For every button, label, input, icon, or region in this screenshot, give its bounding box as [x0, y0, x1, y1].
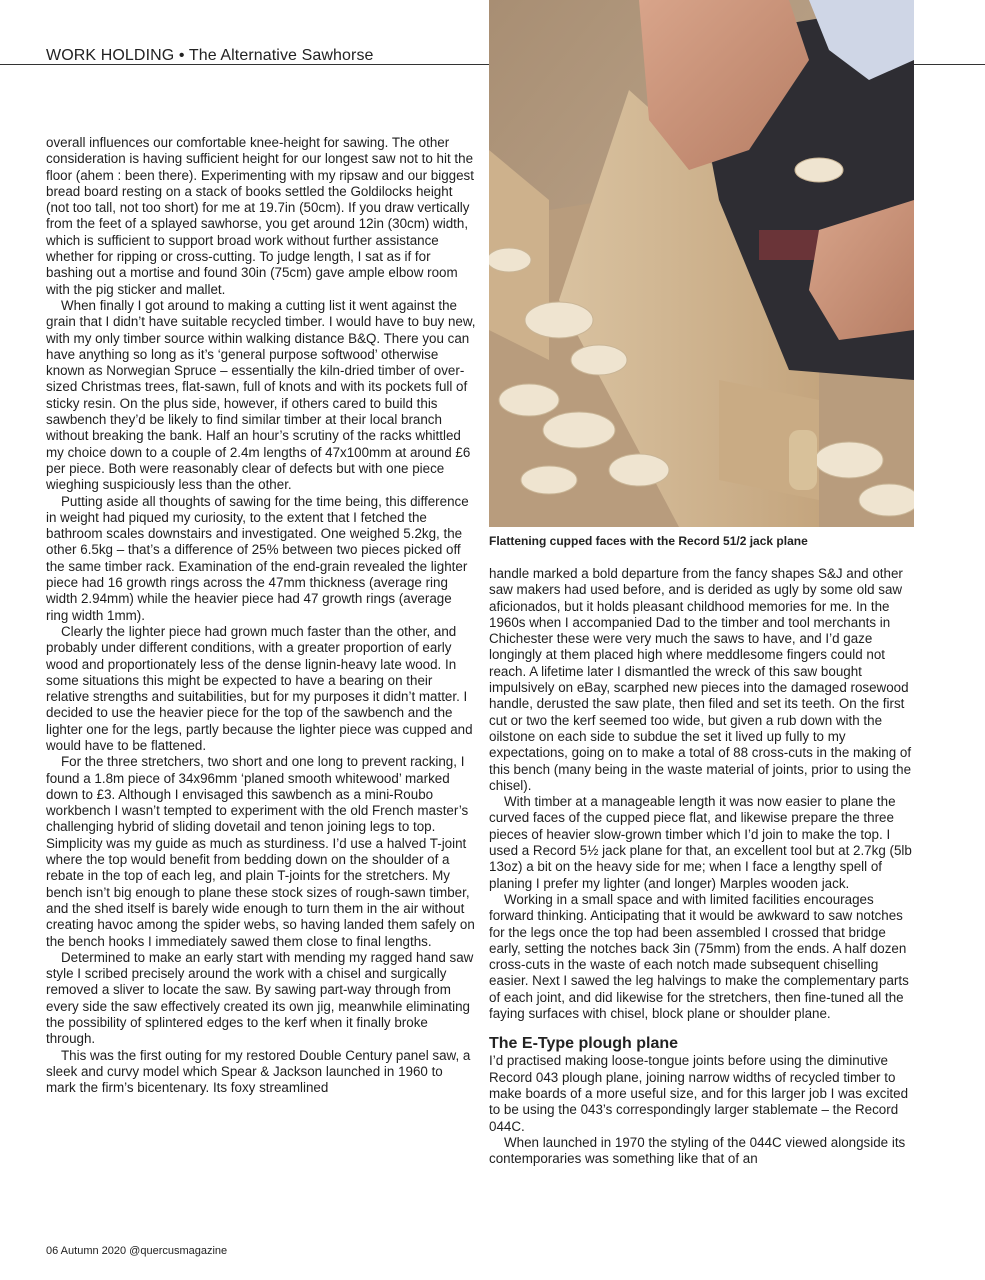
- body-paragraph: With timber at a manageable length it was now easier to plane the curved faces of the cupped piece flat, and likewise prepare the three pieces of heavier slow-grown timber which I’d join to make the top. I used a Record 5½ jack plane for that, an excellent tool but at 2.7kg (5lb 13oz) a bit on the heavy side for me; when I face a lengthy spell of planing I prefer my lighter (and longer) Marples wooden jack.: [489, 794, 912, 891]
- body-paragraph: handle marked a bold departure from the fancy shapes S&J and other saw makers had used before, and is derided as ugly by some old saw aficionados, but it holds pleasant childhood memories for me. In the 1960s when I accompanied Dad to the timber and tool merchants in Chichester these were very much the saws to have, and I’d gaze longingly at them placed high where meddlesome fingers could not reach. A lifetime later I dismantled the wreck of this saw bought impulsively on eBay, scarphed new pieces into the damaged rosewood handle, derusted the saw plate, then filed and set its teeth. On the first cut or two the kerf seemed too wide, but given a rub down with the oilstone on each side to subdue the set it lived up fully to my expectations, going on to make a total of 88 cross-cuts in the making of this bench (many being in the waste material of joints, prior to using the chisel).: [489, 566, 912, 793]
- page-footer: 06 Autumn 2020 @quercusmagazine: [46, 1245, 228, 1257]
- body-paragraph: I’d practised making loose-tongue joints before using the diminutive Record 043 plough plane, joining narrow widths of recycled timber to make boards of a more useful size, and for this larger job I was excited to be using the 043’s correspondingly larger stablemate – the Record 044C.: [489, 1053, 909, 1134]
- body-paragraph: Determined to make an early start with mending my ragged hand saw style I scribed precisely around the work with a chisel and surgically removed a sliver to locate the saw. By sawing part-way through from every side the saw effectively created its own jig, meanwhile eliminating the possibility of splintered edges to the kerf when it finally broke through.: [46, 949, 474, 1047]
- body-paragraph: Clearly the lighter piece had grown much faster than the other, and probably under different conditions, with a greater proportion of early wood and proportionately less of the dense lignin-heavy late wood. In some situations this might be expected to have a bearing on their relative strengths and suitabilities, but for my purposes it didn’t matter. I decided to use the heavier piece for the top of the sawbench and the lighter one for the legs, partly because the lighter piece was cupped and would have to be flattened.: [46, 623, 473, 753]
- article-column-right: [489, 566, 919, 1167]
- body-paragraph: Putting aside all thoughts of sawing for the time being, this difference in weight had piqued my curiosity, to the extent that I fetched the bathroom scales downstairs and investigated. One weighed 5.2kg, the other 6.5kg – that’s a difference of 25% between two pieces picked off the same timber rack. Examination of the end-grain revealed the lighter piece had 16 growth rings across the 47mm thickness (average ring width 2.94mm) while the heavier piece had 47 growth rings (average ring width 1mm).: [46, 493, 469, 623]
- photo-jack-plane: [489, 0, 914, 527]
- article-column-left: [46, 135, 476, 1097]
- body-paragraph: When finally I got around to making a cutting list it went against the grain that I didn’t have suitable recycled timber. I would have to buy new, with my only timber source within walking distance B&Q. There you can have anything so long as it’s ‘general purpose softwood’ otherwise known as Norwegian Spruce – essentially the kiln-dried timber of over-sized Christmas trees, flat-sawn, full of knots and with its pockets full of sticky resin. On the plus side, however, if others cared to build this sawbench they’d be likely to find similar timber at their local branch without breaking the bank. Half an hour’s scrutiny of the racks whittled my choice down to a couple of 2.4m lengths of 47x100mm at around £6 per piece. Both were reasonably clear of defects but with one piece wieghing suspiciously less than the other.: [46, 297, 476, 493]
- photo-caption: Flattening cupped faces with the Record 51/2 jack plane: [489, 534, 808, 548]
- photo-illustration: [489, 0, 914, 527]
- body-paragraph: overall influences our comfortable knee-height for sawing. The other consideration is having sufficient height for our longest saw not to hit the floor (ahem : been there). Experimenting with my ripsaw and our biggest bread board resting on a stack of books settled the Goldilocks height (not too tall, not too short) for me at 19.7in (50cm). If you draw vertically from the feet of a splayed sawhorse, you get around 12in (30cm) width, which is sufficient to support broad work without further assistance whether for ripping or cross-cutting. To judge length, I sat as if for bashing out a mortise and found 30in (75cm) gave ample elbow room with the pig sticker and mallet.: [46, 135, 474, 297]
- body-paragraph: For the three stretchers, two short and one long to prevent racking, I found a 1.8m piece of 34x96mm ‘planed smooth whitewood’ marked down to £3. Although I envisaged this sawbench as a mini-Roubo workbench I wasn’t tempted to experiment with the old French master’s challenging hybrid of sliding dovetail and tenon joining legs to top. Simplicity was my guide as much as sturdiness. I’d use a halved T-joint where the top would benefit from bedding down on the shoulder of a rebate in the top of each leg, and plain T-joints for the stretchers. My bench isn’t big enough to plane these stock sizes of rough-sawn timber, and the shed itself is barely wide enough to turn them in the air without creating havoc among the spider webs, so having landed them safely on the bench hooks I immediately sawed them close to final lengths.: [46, 754, 475, 949]
- running-head: WORK HOLDING • The Alternative Sawhorse: [46, 47, 374, 64]
- body-paragraph: Working in a small space and with limited facilities encourages forward thinking. Anticipating that it would be awkward to saw notches for the legs once the top had been assembled I crossed that bridge early, setting the notches back 3in (75mm) from the ends. A half dozen cross-cuts in the waste of each notch made subsequent chiselling easier. Next I sawed the leg halvings to make the complementary parts of each joint, and did likewise for the stretchers, then fine-tuned all the faying surfaces with chisel, block plane or shoulder plane.: [489, 891, 909, 1022]
- header-rule: [914, 64, 985, 65]
- section-heading: The E-Type plough plane: [489, 1035, 679, 1053]
- body-paragraph: When launched in 1970 the styling of the 044C viewed alongside its contemporaries was something like that of an: [489, 1134, 906, 1167]
- body-paragraph: This was the first outing for my restored Double Century panel saw, a sleek and curvy model which Spear & Jackson launched in 1960 to mark the firm’s bicentenary. Its foxy streamlined: [46, 1047, 471, 1096]
